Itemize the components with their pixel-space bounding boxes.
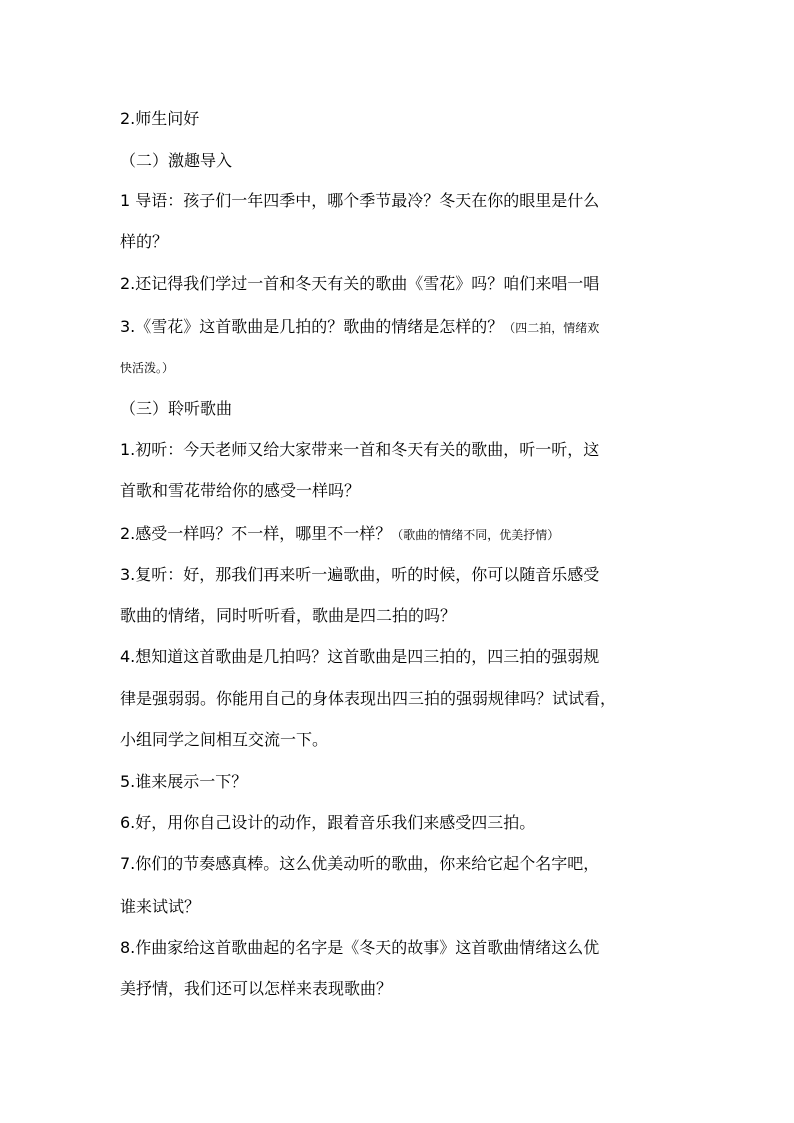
text-line xyxy=(120,771,680,793)
text-line xyxy=(120,729,680,751)
text-line xyxy=(120,273,680,295)
text-line xyxy=(120,978,680,1000)
answer-note: （歌曲的情绪不同，优美抒情） xyxy=(391,528,560,542)
line-text: （二）激趣导入 xyxy=(120,151,233,170)
text-line xyxy=(120,896,680,918)
line-text: 1.初听：今天老师又给大家带来一首和冬天有关的歌曲，听一听，这 xyxy=(120,440,600,459)
answer-note: （四二拍，情绪欢 xyxy=(503,321,600,335)
text-line xyxy=(120,646,680,668)
line-text: 5.谁来展示一下？ xyxy=(120,772,248,791)
line-text: 3.复听：好，那我们再来听一遍歌曲，听的时候，你可以随音乐感受 xyxy=(120,565,600,584)
line-text: 样的？ xyxy=(120,232,169,251)
section-heading xyxy=(120,398,680,420)
line-text: 小组同学之间相互交流一下。 xyxy=(120,730,329,749)
text-line xyxy=(120,480,680,502)
text-line xyxy=(120,564,680,586)
text-line xyxy=(120,523,680,546)
text-line xyxy=(120,688,680,710)
text-line xyxy=(120,439,680,461)
line-text: 首歌和雪花带给你的感受一样吗？ xyxy=(120,481,361,500)
line-text: 6.好，用你自己设计的动作，跟着音乐我们来感受四三拍。 xyxy=(120,813,536,832)
line-text: 律是强弱弱。你能用自己的身体表现出四三拍的强弱规律吗？试试看， xyxy=(120,689,617,708)
text-line xyxy=(120,316,680,339)
section-heading xyxy=(120,150,680,172)
text-line xyxy=(120,937,680,959)
text-line xyxy=(120,853,680,875)
text-line xyxy=(120,190,680,212)
line-text: （三）聆听歌曲 xyxy=(120,399,233,418)
line-text: 美抒情，我们还可以怎样来表现歌曲？ xyxy=(120,979,393,998)
line-text: 4.想知道这首歌曲是几拍吗？这首歌曲是四三拍的，四三拍的强弱规 xyxy=(120,647,600,666)
text-line xyxy=(120,812,680,834)
line-text: 快活泼。） xyxy=(120,361,175,375)
line-text: 谁来试试？ xyxy=(120,897,201,916)
line-text: 7.你们的节奏感真棒。这么优美动听的歌曲，你来给它起个名字吧， xyxy=(120,854,600,873)
text-line xyxy=(120,231,680,253)
line-text: 2.还记得我们学过一首和冬天有关的歌曲《雪花》吗？咱们来唱一唱 xyxy=(120,274,600,293)
line-text: 2.师生问好 xyxy=(120,109,200,128)
line-text: 2.感受一样吗？不一样，哪里不一样？ xyxy=(120,524,392,543)
line-text: 8.作曲家给这首歌曲起的名字是《冬天的故事》这首歌曲情绪这么优 xyxy=(120,938,600,957)
text-line xyxy=(120,108,680,130)
text-line xyxy=(120,605,680,627)
line-text: 3.《雪花》这首歌曲是几拍的？歌曲的情绪是怎样的？ xyxy=(120,317,504,336)
line-text: 1 导语：孩子们一年四季中，哪个季节最冷？冬天在你的眼里是什么 xyxy=(120,191,600,210)
answer-note-continued xyxy=(120,357,680,379)
line-text: 歌曲的情绪，同时听听看，歌曲是四二拍的吗？ xyxy=(120,606,457,625)
